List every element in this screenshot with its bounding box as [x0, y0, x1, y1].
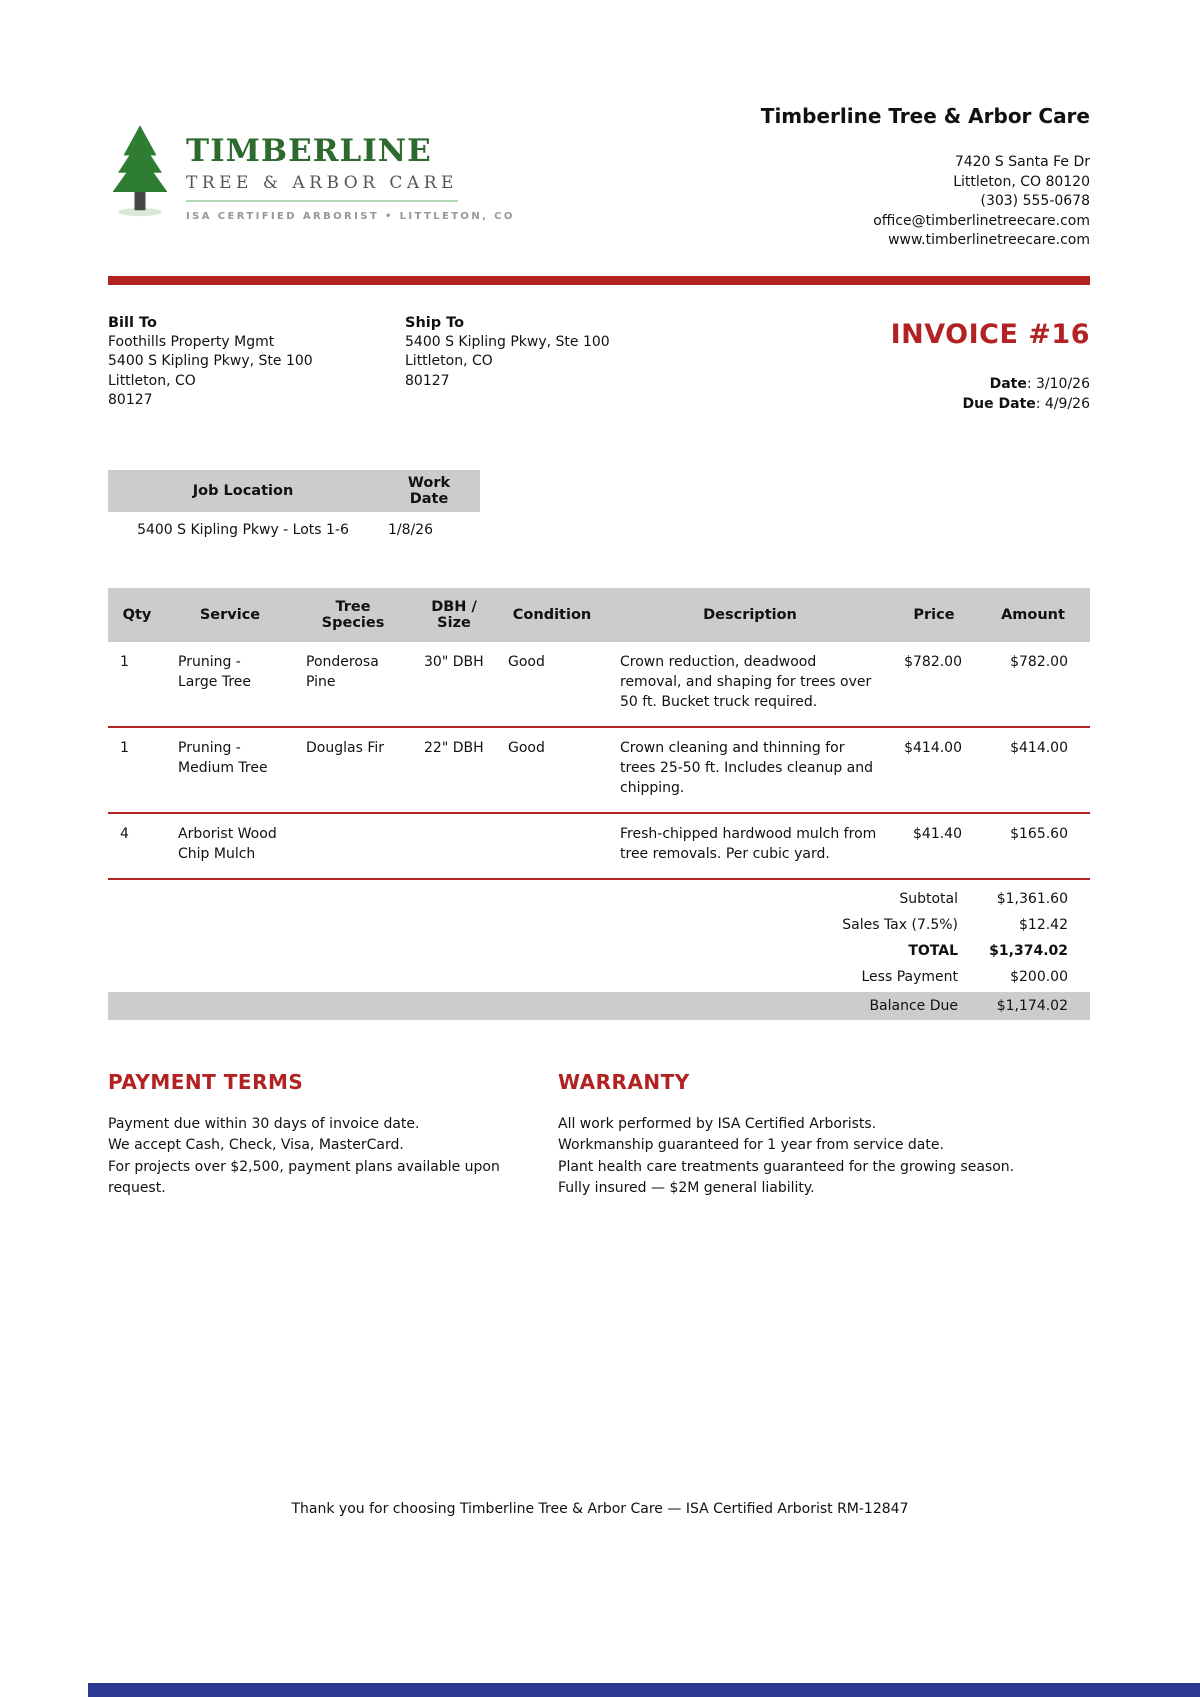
job-table-row — [108, 512, 480, 542]
bottom-accent-bar — [88, 1683, 1200, 1697]
company-info — [761, 96, 1090, 251]
invoice-due-date-label: Due Date — [962, 395, 1036, 412]
bill-to-line: Foothills Property Mgmt — [108, 333, 275, 350]
invoice-meta — [891, 313, 1090, 414]
payment-terms-body — [108, 1114, 558, 1200]
item-species: Ponderosa Pine — [306, 653, 379, 690]
job-location-value: 5400 S Kipling Pkwy - Lots 1-6 — [137, 521, 349, 538]
col-header-species: Tree Species — [294, 588, 412, 642]
totals-section — [108, 878, 1090, 1020]
item-species — [294, 813, 412, 878]
header — [108, 96, 1090, 251]
item-amount: $414.00 — [976, 727, 1090, 813]
item-dbh — [412, 813, 496, 878]
warranty-body — [558, 1114, 1090, 1200]
item-qty: 1 — [108, 727, 166, 813]
invoice-date-value: : 3/10/26 — [1026, 375, 1090, 392]
col-header-price: Price — [892, 588, 976, 642]
job-table-header-row — [108, 470, 480, 512]
parties-section — [108, 313, 1090, 414]
invoice-date — [891, 374, 1090, 394]
logo-text — [186, 122, 515, 222]
total-row — [108, 938, 1090, 964]
item-condition: Good — [496, 727, 608, 813]
company-phone: (303) 555-0678 — [980, 193, 1090, 209]
pine-tree-icon — [108, 122, 172, 218]
bill-to-line: 80127 — [108, 392, 153, 408]
col-header-qty: Qty — [108, 588, 166, 642]
balance-due-value: $1,174.02 — [996, 997, 1068, 1014]
item-description: Crown reduction, deadwood removal, and shaping for trees over 50 ft. Bucket truck required. — [620, 653, 872, 710]
sales-tax-row — [108, 912, 1090, 938]
invoice-due-date — [891, 394, 1090, 414]
col-header-amount: Amount — [976, 588, 1090, 642]
sales-tax-value: $12.42 — [1019, 916, 1068, 933]
warranty-line: Plant health care treatments guaranteed for the growing season. — [558, 1158, 1015, 1175]
item-qty: 4 — [108, 813, 166, 878]
job-table — [108, 470, 480, 542]
item-dbh: 30" DBH — [424, 653, 484, 670]
payment-terms-line: For projects over $2,500, payment plans available upon request. — [108, 1158, 500, 1196]
warranty-line: Fully insured — $2M general liability. — [558, 1180, 815, 1196]
payment-terms-line: Payment due within 30 days of invoice date. — [108, 1115, 420, 1132]
col-header-service: Service — [166, 588, 294, 642]
col-header-condition: Condition — [496, 588, 608, 642]
total-value: $1,374.02 — [989, 942, 1068, 959]
table-row — [108, 727, 1090, 813]
company-email: office@timberlinetreecare.com — [873, 212, 1090, 229]
item-description: Crown cleaning and thinning for trees 25-50 ft. Includes cleanup and chipping. — [608, 727, 892, 813]
bill-to-block — [108, 313, 405, 414]
line-items-table — [108, 588, 1090, 878]
subtotal-value: $1,361.60 — [996, 890, 1068, 907]
work-date-value: 1/8/26 — [388, 521, 434, 538]
company-name: Timberline Tree & Arbor Care — [760, 104, 1090, 128]
total-label: TOTAL — [908, 942, 958, 959]
ship-to-line: 80127 — [405, 372, 450, 389]
item-price: $414.00 — [892, 727, 976, 813]
header-divider — [108, 276, 1090, 285]
work-date-header: Work Date — [378, 470, 480, 512]
col-header-description: Description — [608, 588, 892, 642]
bill-to-line: 5400 S Kipling Pkwy, Ste 100 — [108, 353, 313, 369]
company-website: www.timberlinetreecare.com — [888, 232, 1090, 248]
item-service: Arborist Wood Chip Mulch — [166, 813, 294, 878]
balance-due-row — [108, 992, 1090, 1020]
job-location-header: Job Location — [108, 470, 378, 512]
item-species: Douglas Fir — [294, 727, 412, 813]
item-service: Pruning - Large Tree — [178, 653, 252, 690]
item-amount: $782.00 — [1010, 653, 1068, 670]
bill-to-label: Bill To — [108, 314, 157, 331]
item-service: Pruning - Medium Tree — [166, 727, 294, 813]
item-price: $41.40 — [892, 813, 976, 878]
ship-to-line: Littleton, CO — [405, 353, 493, 369]
company-logo — [108, 96, 515, 222]
payment-terms-section — [108, 1070, 558, 1200]
invoice-number-title: INVOICE #16 — [890, 318, 1090, 350]
item-amount: $165.60 — [976, 813, 1090, 878]
less-payment-label: Less Payment — [861, 968, 958, 985]
items-header-row — [108, 588, 1090, 642]
ship-to-block — [405, 313, 655, 414]
payment-terms-line: We accept Cash, Check, Visa, MasterCard. — [108, 1137, 404, 1153]
logo-subtitle: TREE & ARBOR CARE — [186, 173, 458, 202]
item-condition: Good — [508, 653, 545, 670]
table-row — [108, 813, 1090, 878]
company-address-line: Littleton, CO 80120 — [953, 173, 1090, 190]
subtotal-row — [108, 886, 1090, 912]
subtotal-label: Subtotal — [899, 890, 958, 907]
invoice-due-date-value: : 4/9/26 — [1035, 395, 1090, 412]
invoice-date-label: Date — [989, 375, 1027, 392]
ship-to-label: Ship To — [405, 314, 465, 331]
footer-thank-you-note: Thank you for choosing Timberline Tree & Arbor Care — ISA Certified Arborist RM-12847 — [291, 1501, 909, 1517]
item-dbh: 22" DBH — [412, 727, 496, 813]
item-qty: 1 — [120, 653, 129, 670]
warranty-line: All work performed by ISA Certified Arborists. — [558, 1115, 877, 1132]
logo-tagline: ISA CERTIFIED ARBORIST • LITTLETON, CO — [186, 211, 515, 223]
bill-to-line: Littleton, CO — [108, 372, 196, 389]
item-description: Fresh-chipped hardwood mulch from tree removals. Per cubic yard. — [608, 813, 892, 878]
company-address-line: 7420 S Santa Fe Dr — [954, 154, 1090, 170]
item-condition — [496, 813, 608, 878]
bottom-sections — [108, 1070, 1090, 1200]
warranty-section — [558, 1070, 1090, 1200]
logo-title: TIMBERLINE — [186, 133, 432, 169]
table-row — [108, 642, 1090, 727]
item-price: $782.00 — [904, 653, 962, 670]
payment-terms-title: PAYMENT TERMS — [108, 1069, 304, 1094]
sales-tax-label: Sales Tax (7.5%) — [842, 916, 958, 933]
ship-to-line: 5400 S Kipling Pkwy, Ste 100 — [405, 333, 610, 350]
warranty-title: WARRANTY — [558, 1069, 690, 1094]
less-payment-value: $200.00 — [1010, 968, 1068, 985]
less-payment-row — [108, 964, 1090, 990]
warranty-line: Workmanship guaranteed for 1 year from service date. — [558, 1137, 944, 1153]
balance-due-label: Balance Due — [869, 997, 958, 1014]
col-header-dbh: DBH / Size — [412, 588, 496, 642]
